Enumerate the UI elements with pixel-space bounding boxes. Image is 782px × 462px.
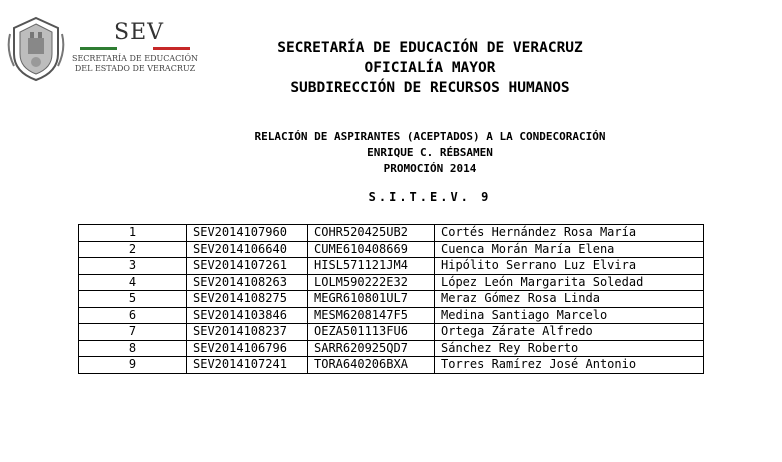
row-rfc: MEGR610801UL7	[308, 291, 435, 308]
row-name: Meraz Gómez Rosa Linda	[435, 291, 704, 308]
row-name: Cuenca Morán María Elena	[435, 241, 704, 258]
row-rfc: COHR520425UB2	[308, 225, 435, 242]
row-number: 4	[79, 274, 187, 291]
row-name: Ortega Zárate Alfredo	[435, 324, 704, 341]
table-row	[79, 241, 704, 258]
row-folio: SEV2014106640	[187, 241, 308, 258]
row-rfc: SARR620925QD7	[308, 340, 435, 357]
flag-bar-red	[153, 47, 190, 50]
row-name: Medina Santiago Marcelo	[435, 307, 704, 324]
subheader-line3: PROMOCIÓN 2014	[383, 162, 477, 175]
table-row	[79, 340, 704, 357]
row-number: 3	[79, 258, 187, 275]
header-line1: SECRETARÍA DE EDUCACIÓN DE VERACRUZ	[277, 40, 583, 56]
flag-bar-green	[80, 47, 117, 50]
table-row	[79, 357, 704, 374]
table-row	[79, 258, 704, 275]
row-name: Torres Ramírez José Antonio	[435, 357, 704, 374]
document-subheader	[200, 129, 660, 177]
row-rfc: MESM6208147F5	[308, 307, 435, 324]
row-rfc: LOLM590222E32	[308, 274, 435, 291]
row-folio: SEV2014108237	[187, 324, 308, 341]
aspirants-table	[78, 224, 704, 374]
row-folio: SEV2014108263	[187, 274, 308, 291]
header-line2: OFICIALÍA MAYOR	[364, 60, 496, 76]
row-number: 1	[79, 225, 187, 242]
flag-bar-white	[117, 47, 154, 50]
row-number: 7	[79, 324, 187, 341]
row-folio: SEV2014103846	[187, 307, 308, 324]
row-number: 9	[79, 357, 187, 374]
row-folio: SEV2014107960	[187, 225, 308, 242]
row-folio: SEV2014107241	[187, 357, 308, 374]
sev-subtitle	[70, 54, 200, 74]
veracruz-coat-of-arms-icon	[6, 14, 66, 84]
table-row	[79, 324, 704, 341]
row-folio: SEV2014106796	[187, 340, 308, 357]
row-number: 2	[79, 241, 187, 258]
row-name: López León Margarita Soledad	[435, 274, 704, 291]
sev-subtitle-line1: SECRETARÍA DE EDUCACIÓN	[71, 54, 198, 63]
table-row	[79, 274, 704, 291]
row-name: Sánchez Rey Roberto	[435, 340, 704, 357]
sev-subtitle-line2: DEL ESTADO DE VERACRUZ	[74, 64, 196, 73]
row-rfc: OEZA501113FU6	[308, 324, 435, 341]
row-folio: SEV2014108275	[187, 291, 308, 308]
row-number: 6	[79, 307, 187, 324]
row-name: Hipólito Serrano Luz Elvira	[435, 258, 704, 275]
table-row	[79, 225, 704, 242]
row-rfc: CUME610408669	[308, 241, 435, 258]
row-folio: SEV2014107261	[187, 258, 308, 275]
row-number: 5	[79, 291, 187, 308]
subheader-line2: ENRIQUE C. RÉBSAMEN	[367, 146, 493, 159]
header-line3: SUBDIRECCIÓN DE RECURSOS HUMANOS	[290, 80, 570, 96]
subheader-line1: RELACIÓN DE ASPIRANTES (ACEPTADOS) A LA CONDECORACIÓN	[254, 130, 606, 143]
document-header	[200, 38, 660, 98]
flag-bars	[80, 47, 190, 50]
section-title: S.I.T.E.V. 9	[368, 190, 492, 204]
table-row	[79, 307, 704, 324]
sev-acronym: SEV	[114, 20, 165, 45]
row-number: 8	[79, 340, 187, 357]
row-name: Cortés Hernández Rosa María	[435, 225, 704, 242]
table-row	[79, 291, 704, 308]
row-rfc: HISL571121JM4	[308, 258, 435, 275]
row-rfc: TORA640206BXA	[308, 357, 435, 374]
